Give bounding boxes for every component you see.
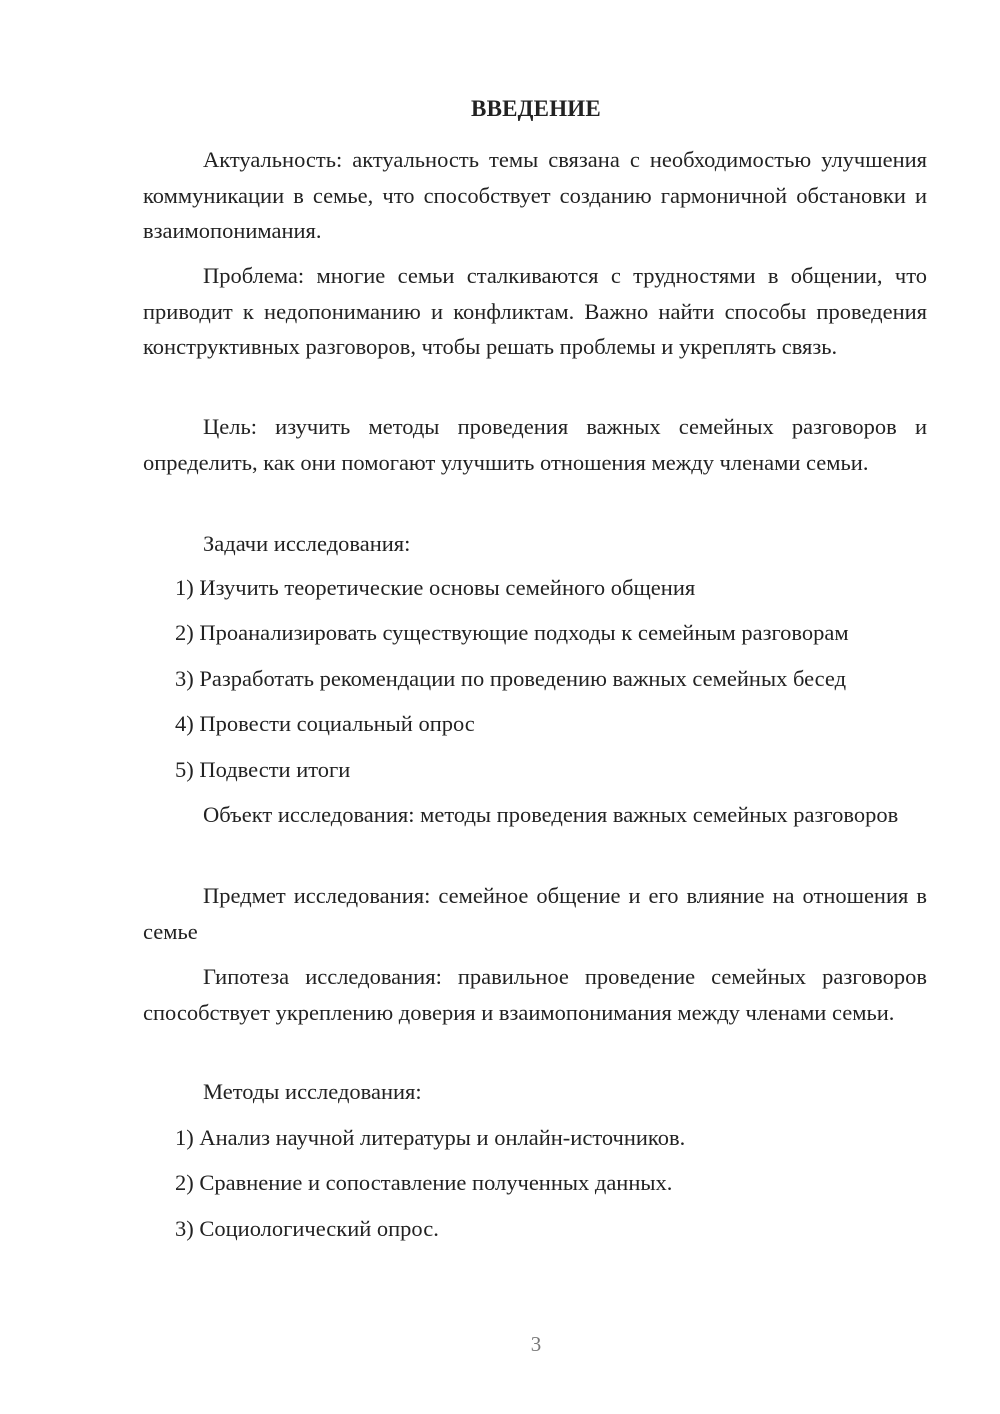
paragraph-object: Объект исследования: методы проведения важных семейных разговоров bbox=[203, 802, 899, 827]
task-item-2: 2) Проанализировать существующие подходы к семейным разговорам bbox=[175, 620, 849, 645]
task-item-5: 5) Подвести итоги bbox=[175, 757, 351, 782]
page-number: 3 bbox=[530, 1332, 542, 1356]
paragraph-relevance: Актуальность: актуальность темы связана с необходимостью улучшения коммуникации в семье, что способствует созданию гармоничной обстановки и взаимопонимания. bbox=[143, 147, 927, 243]
section-title: ВВЕДЕНИЕ bbox=[471, 96, 601, 121]
task-item-1: 1) Изучить теоретические основы семейного общения bbox=[175, 575, 696, 600]
paragraph-hypothesis: Гипотеза исследования: правильное проведение семейных разговоров способствует укреплению доверия и взаимопонимания между членами семьи. bbox=[143, 964, 927, 1025]
task-item-4: 4) Провести социальный опрос bbox=[175, 711, 475, 736]
task-item-3: 3) Разработать рекомендации по проведению важных семейных бесед bbox=[175, 666, 847, 691]
method-item-2: 2) Сравнение и сопоставление полученных данных. bbox=[175, 1170, 673, 1195]
method-item-1: 1) Анализ научной литературы и онлайн-источников. bbox=[175, 1125, 686, 1150]
methods-heading: Методы исследования: bbox=[203, 1079, 422, 1104]
tasks-heading: Задачи исследования: bbox=[203, 531, 411, 556]
paragraph-problem: Проблема: многие семьи сталкиваются с трудностями в общении, что приводит к недопониманию и конфликтам. Важно найти способы проведения конструктивных разговоров, чтобы решать проблемы и укреплять связь. bbox=[143, 263, 927, 359]
paragraph-goal: Цель: изучить методы проведения важных семейных разговоров и определить, как они помогают улучшить отношения между членами семьи. bbox=[143, 414, 927, 475]
method-item-3: 3) Социологический опрос. bbox=[175, 1216, 439, 1241]
paragraph-subject: Предмет исследования: семейное общение и его влияние на отношения в семье bbox=[143, 883, 927, 944]
